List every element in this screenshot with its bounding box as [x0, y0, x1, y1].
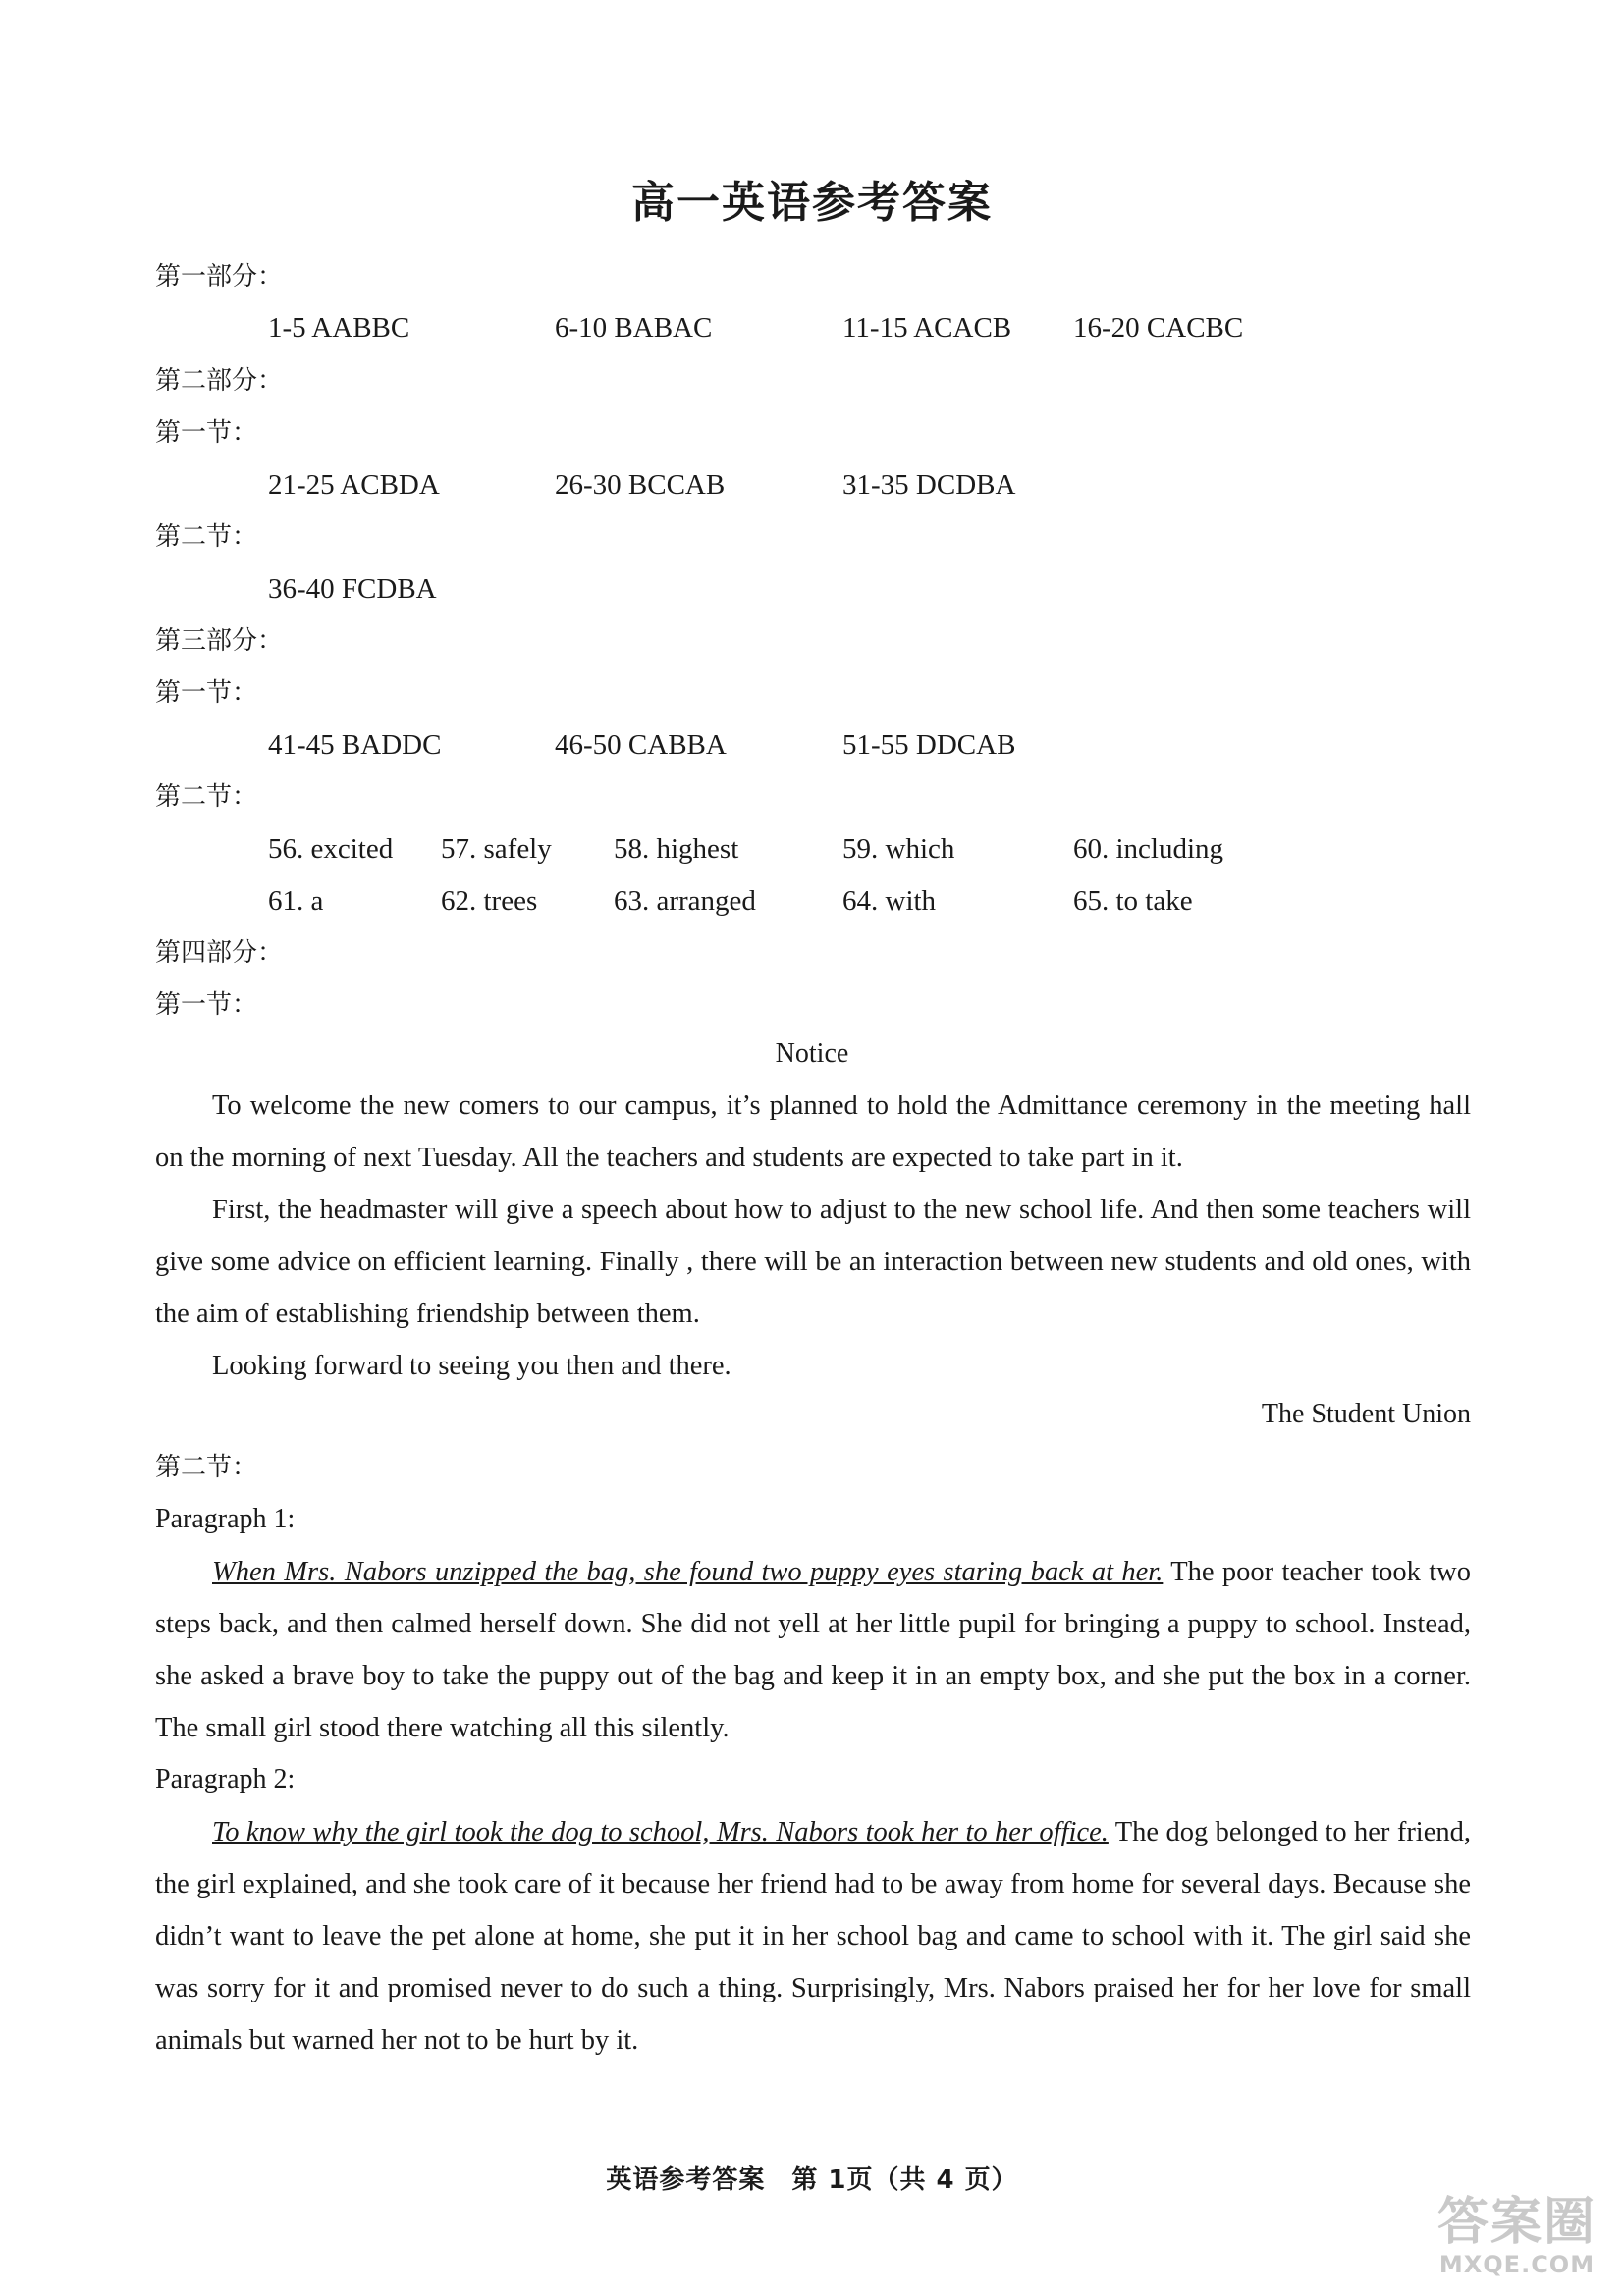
continuation-paragraph-1 [155, 1546, 1471, 1754]
notice-paragraph-1-text: To welcome the new comers to our campus, it’s planned to hold the Admittance ceremony in the meeting hall on the morning of next Tuesday. All the teachers and students are expected to take part in it. [155, 1091, 1471, 1173]
watermark-url: MXQE.COM [1438, 2251, 1596, 2278]
page-title: 高一英语参考答案 [631, 178, 993, 228]
notice-paragraph-2 [155, 1184, 1471, 1340]
part2-heading: 第二部分： [155, 366, 284, 396]
part3-heading: 第三部分： [155, 626, 284, 656]
watermark-text: 答案圈 [1436, 2193, 1597, 2252]
cloze-answer-57: 57. safely [441, 833, 552, 865]
answer-group-2: 6-10 BABAC [555, 312, 713, 344]
part4-section1-heading: 第一节： [155, 990, 258, 1020]
part2-section1-heading: 第一节： [155, 418, 258, 448]
cloze-answer-62: 62. trees [441, 885, 538, 917]
notice-paragraph-3-text: Looking forward to seeing you then and there. [212, 1351, 731, 1381]
paragraph-1-lead-sentence: When Mrs. Nabors unzipped the bag, she found two puppy eyes staring back at her. [212, 1557, 1164, 1587]
watermark-logo [1424, 2194, 1610, 2288]
answer-group-10: 46-50 CABBA [555, 729, 727, 761]
cloze-answer-59: 59. which [842, 833, 955, 865]
cloze-answer-63: 63. arranged [614, 885, 756, 917]
answer-group-8: 36-40 FCDBA [268, 573, 437, 605]
paragraph-1-label: Paragraph 1: [155, 1504, 296, 1534]
notice-paragraph-1 [155, 1080, 1471, 1184]
part2-section2-heading: 第二节： [155, 522, 258, 552]
part4-heading: 第四部分： [155, 938, 284, 968]
answer-group-1: 1-5 AABBC [268, 312, 410, 344]
notice-paragraph-3 [155, 1340, 1471, 1392]
cloze-answer-56: 56. excited [268, 833, 394, 865]
paragraph-2-label: Paragraph 2: [155, 1764, 296, 1794]
answer-group-5: 21-25 ACBDA [268, 469, 440, 501]
answer-group-9: 41-45 BADDC [268, 729, 442, 761]
notice-signature: The Student Union [1261, 1399, 1471, 1429]
answer-group-4: 16-20 CACBC [1073, 312, 1244, 344]
cloze-answer-65: 65. to take [1073, 885, 1193, 917]
answer-group-7: 31-35 DCDBA [842, 469, 1016, 501]
paragraph-2-body: The dog belonged to her friend, the girl explained, and she took care of it because her friend had to be away from home for several days. Because she didn’t want to leave the pet alone at home, she put it in her school bag and came to school with it. The girl said she was sorry for it and promised never to do such a thing. Surprisingly, Mrs. Nabors praised her for her love for small animals but warned her not to be hurt by it. [155, 1817, 1471, 2056]
paragraph-2-lead-sentence: To know why the girl took the dog to school, Mrs. Nabors took her to her office. [212, 1817, 1109, 1847]
cloze-answer-64: 64. with [842, 885, 937, 917]
part1-heading: 第一部分： [155, 262, 284, 292]
page-footer: 英语参考答案 第 1页（共 4 页） [606, 2165, 1018, 2195]
cloze-answer-61: 61. a [268, 885, 324, 917]
notice-paragraph-2-text: First, the headmaster will give a speech about how to adjust to the new school life. And then some teachers will give some advice on efficient learning. Finally , there will be an interaction between new students and old ones, with the aim of establishing friendship between them. [155, 1195, 1471, 1329]
part3-section1-heading: 第一节： [155, 678, 258, 708]
answer-group-11: 51-55 DDCAB [842, 729, 1016, 761]
answer-group-3: 11-15 ACACB [842, 312, 1012, 344]
cloze-answer-60: 60. including [1073, 833, 1224, 865]
paragraph-1-body: The poor teacher took two steps back, and then calmed herself down. She did not yell at her little pupil for bringing a puppy to school. Instead, she asked a brave boy to take the puppy out of the bag and keep it in an empty box, and she put the box in a corner. The small girl stood there watching all this silently. [155, 1557, 1471, 1743]
notice-title: Notice [775, 1039, 849, 1069]
answer-group-6: 26-30 BCCAB [555, 469, 726, 501]
continuation-paragraph-2 [155, 1806, 1471, 2066]
part3-section2-heading: 第二节： [155, 782, 258, 812]
part4-section2-heading: 第二节： [155, 1453, 258, 1482]
cloze-answer-58: 58. highest [614, 833, 739, 865]
